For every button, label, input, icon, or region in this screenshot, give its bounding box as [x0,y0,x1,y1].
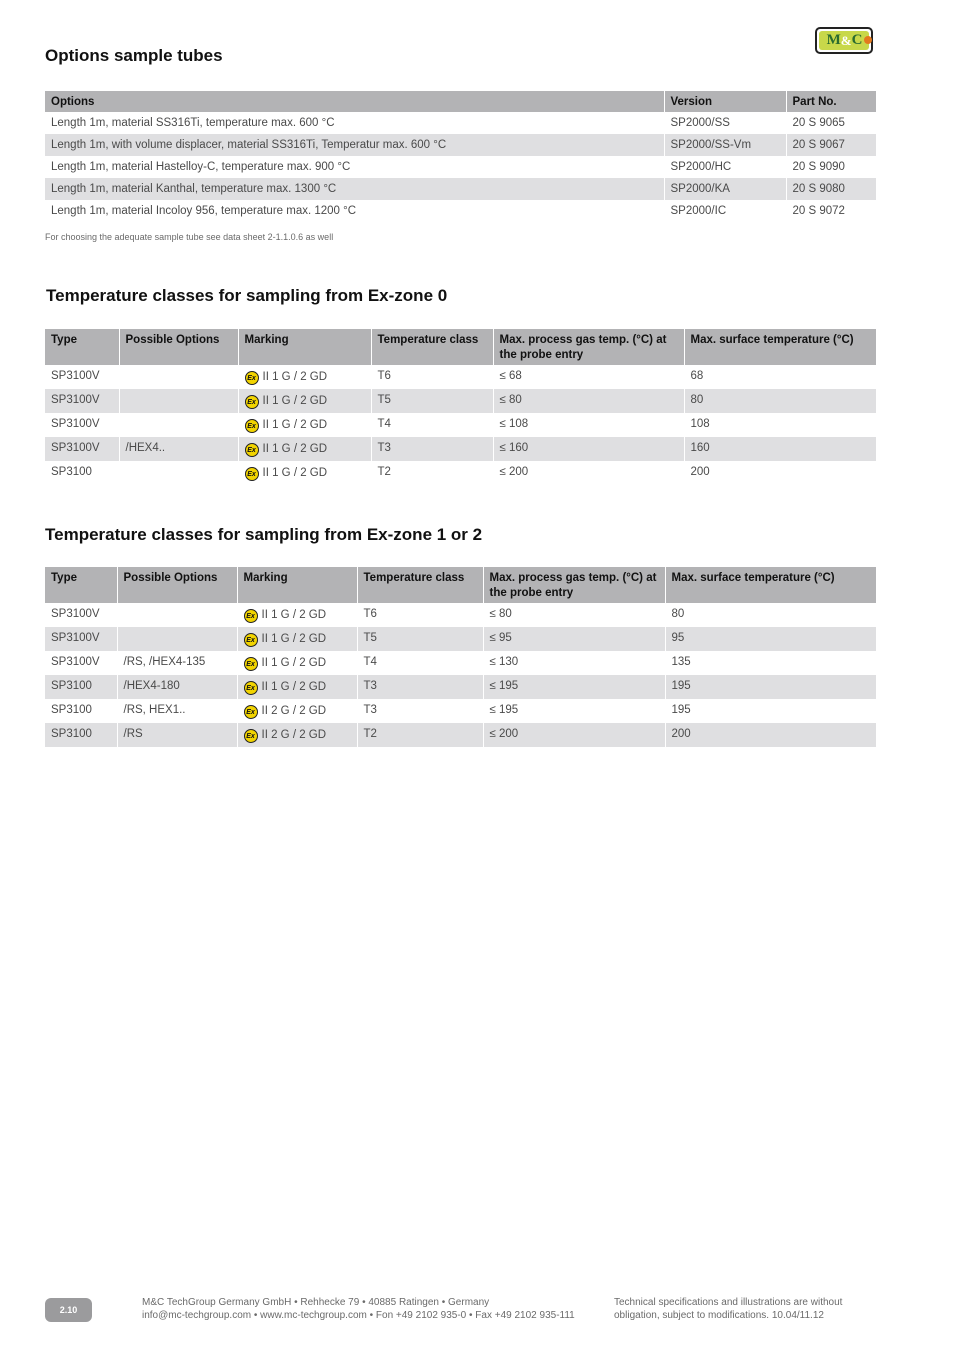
footer-disclaimer-line1: Technical specifications and illustrations are without [614,1297,843,1308]
table-cell [117,603,237,627]
table-cell: ≤ 195 [483,675,665,699]
table-cell [237,627,357,651]
table-cell: /HEX4-180 [117,675,237,699]
ex-atex-icon: Ex [244,609,258,623]
table-cell: 160 [684,437,876,461]
table-cell: /HEX4.. [119,437,238,461]
table-cell: 68 [690,370,704,382]
column-header: Type [45,567,117,603]
ex-atex-icon: Ex [245,419,259,433]
footer-company-line2: info@mc-techgroup.com • www.mc-techgroup.com • Fon +49 2102 935-0 • Fax +49 2102 935-111 [142,1310,575,1321]
marking-text: II 1 G / 2 GD [262,395,328,407]
column-header: Temperature class [371,329,493,365]
column-header: Temperature class [357,567,483,603]
table-cell: SP2000/IC [664,200,786,222]
section-title-options: Options sample tubes [45,46,223,65]
footer-disclaimer-line2: obligation, subject to modifications. 10.04/11.12 [614,1310,824,1321]
marking-text: II 1 G / 2 GD [261,681,327,693]
table-cell: SP3100V [45,651,117,675]
table-cell: /RS, /HEX4-135 [117,651,237,675]
table-cell: 20 S 9065 [792,117,845,129]
column-header: Max. process gas temp. (°C) at the probe entry [493,329,684,365]
table-cell: 195 [671,704,691,716]
ex-atex-icon: Ex [244,705,258,719]
registered-icon [864,36,872,44]
table-cell: T6 [357,603,483,627]
ex-atex-icon: Ex [244,681,258,695]
ex-atex-icon: Ex [244,729,258,743]
table-cell: T3 [357,699,483,723]
table-cell: T4 [371,413,493,437]
table-row [45,178,876,200]
table-cell [119,461,238,485]
column-header: Part No. [786,91,876,112]
table-row [45,461,876,485]
table-cell [238,365,371,389]
marking-text: II 1 G / 2 GD [261,609,327,621]
marking-text: II 2 G / 2 GD [261,705,327,717]
table-row [45,651,876,675]
marking-text: II 1 G / 2 GD [261,657,327,669]
column-header: Max. process gas temp. (°C) at the probe entry [483,567,665,603]
column-header: Max. surface temperature (°C) [665,567,876,603]
table-cell: Length 1m, material Kanthal, temperature max. 1300 °C [45,178,664,200]
table-cell: Length 1m, material Incoloy 956, temperature max. 1200 °C [45,200,664,222]
table-row [45,156,876,178]
column-header: Max. surface temperature (°C) [684,329,876,365]
zone1-2-table [45,567,876,747]
table-row [45,603,876,627]
table-cell: 95 [665,627,876,651]
table-cell: ≤ 80 [493,389,684,413]
ex-atex-icon: Ex [245,467,259,481]
table-cell [238,461,371,485]
table-cell: ≤ 200 [483,723,665,747]
table-cell: 20 S 9072 [792,205,845,217]
table-cell: SP3100V [45,437,119,461]
table-cell: 80 [684,389,876,413]
table-cell: 108 [690,418,710,430]
table-cell [238,413,371,437]
table-cell: Length 1m, material SS316Ti, temperature max. 600 °C [45,112,664,134]
table-cell [238,437,371,461]
table-cell [237,603,357,627]
table-cell [238,389,371,413]
table-cell: 195 [665,675,876,699]
table-cell: T2 [371,461,493,485]
table-row [45,699,876,723]
table-cell: SP2000/SS [664,112,786,134]
footer-company-line1: M&C TechGroup Germany GmbH • Rehhecke 79 • 40885 Ratingen • Germany [142,1297,490,1308]
table-cell: SP3100 [45,461,119,485]
table-cell: ≤ 130 [483,651,665,675]
column-header: Marking [238,329,371,365]
table-cell: SP3100 [45,723,117,747]
table-cell [119,413,238,437]
table-cell: SP3100V [45,603,117,627]
table-row [45,627,876,651]
ex-atex-icon: Ex [244,657,258,671]
column-header: Version [664,91,786,112]
table-row [45,723,876,747]
table-cell: ≤ 108 [493,413,684,437]
table-cell [119,365,238,389]
table-cell: 20 S 9090 [792,161,845,173]
table-cell: ≤ 200 [493,461,684,485]
section-title-zone0: Temperature classes for sampling from Ex-zone 0 [46,286,448,305]
section-title-zone1-2: Temperature classes for sampling from Ex-zone 1 or 2 [45,525,483,544]
table-cell: 135 [671,656,691,668]
table-cell: 200 [690,466,710,478]
table-row [45,134,876,156]
options-note: For choosing the adequate sample tube see data sheet 2-1.1.0.6 as well [45,232,334,242]
table-cell: 200 [665,723,876,747]
ex-atex-icon: Ex [245,371,259,385]
marking-text: II 1 G / 2 GD [262,467,328,479]
table-row [45,675,876,699]
table-cell: SP3100V [45,627,117,651]
table-row [45,437,876,461]
column-header: Possible Options [119,329,238,365]
table-row [45,389,876,413]
table-cell: ≤ 68 [493,365,684,389]
table-cell: 20 S 9067 [786,134,876,156]
table-cell: T5 [371,389,493,413]
footer-company [142,1296,575,1322]
table-cell: ≤ 95 [483,627,665,651]
table-cell: SP3100 [45,699,117,723]
table-cell: /RS [117,723,237,747]
ex-atex-icon: Ex [245,395,259,409]
table-cell [237,699,357,723]
table-row [45,200,876,222]
table-cell: SP3100V [45,389,119,413]
table-cell: SP3100V [45,413,119,437]
table-cell: T5 [357,627,483,651]
mc-logo: M & C [815,27,873,54]
table-row [45,112,876,134]
table-cell: T6 [371,365,493,389]
table-cell: ≤ 80 [483,603,665,627]
marking-text: II 1 G / 2 GD [262,443,328,455]
table-cell: Length 1m, with volume displacer, material SS316Ti, Temperatur max. 600 °C [45,134,664,156]
footer-disclaimer [614,1296,842,1322]
zone0-table [45,329,876,485]
table-row [45,413,876,437]
table-cell: ≤ 195 [483,699,665,723]
column-header: Options [45,91,664,112]
table-cell: SP3100 [45,675,117,699]
table-cell: SP2000/HC [664,156,786,178]
table-cell: /RS, HEX1.. [117,699,237,723]
table-cell [117,627,237,651]
table-cell: SP2000/KA [664,178,786,200]
table-cell: SP2000/SS-Vm [664,134,786,156]
table-cell: 20 S 9080 [786,178,876,200]
table-cell: SP3100V [45,365,119,389]
table-cell [237,723,357,747]
table-cell: T3 [371,437,493,461]
page-number: 2.10 [45,1298,92,1322]
column-header: Marking [237,567,357,603]
table-cell: 80 [671,608,685,620]
options-table [45,91,876,222]
ex-atex-icon: Ex [245,443,259,457]
table-cell [119,389,238,413]
table-cell: Length 1m, material Hastelloy-C, temperature max. 900 °C [45,156,664,178]
table-row [45,365,876,389]
table-cell: T3 [357,675,483,699]
table-cell: T2 [357,723,483,747]
column-header: Type [45,329,119,365]
table-cell: T4 [357,651,483,675]
marking-text: II 1 G / 2 GD [262,419,328,431]
table-cell [237,651,357,675]
table-cell: ≤ 160 [493,437,684,461]
marking-text: II 1 G / 2 GD [262,371,328,383]
ex-atex-icon: Ex [244,633,258,647]
marking-text: II 1 G / 2 GD [261,633,327,645]
marking-text: II 2 G / 2 GD [261,729,327,741]
table-cell [237,675,357,699]
column-header: Possible Options [117,567,237,603]
